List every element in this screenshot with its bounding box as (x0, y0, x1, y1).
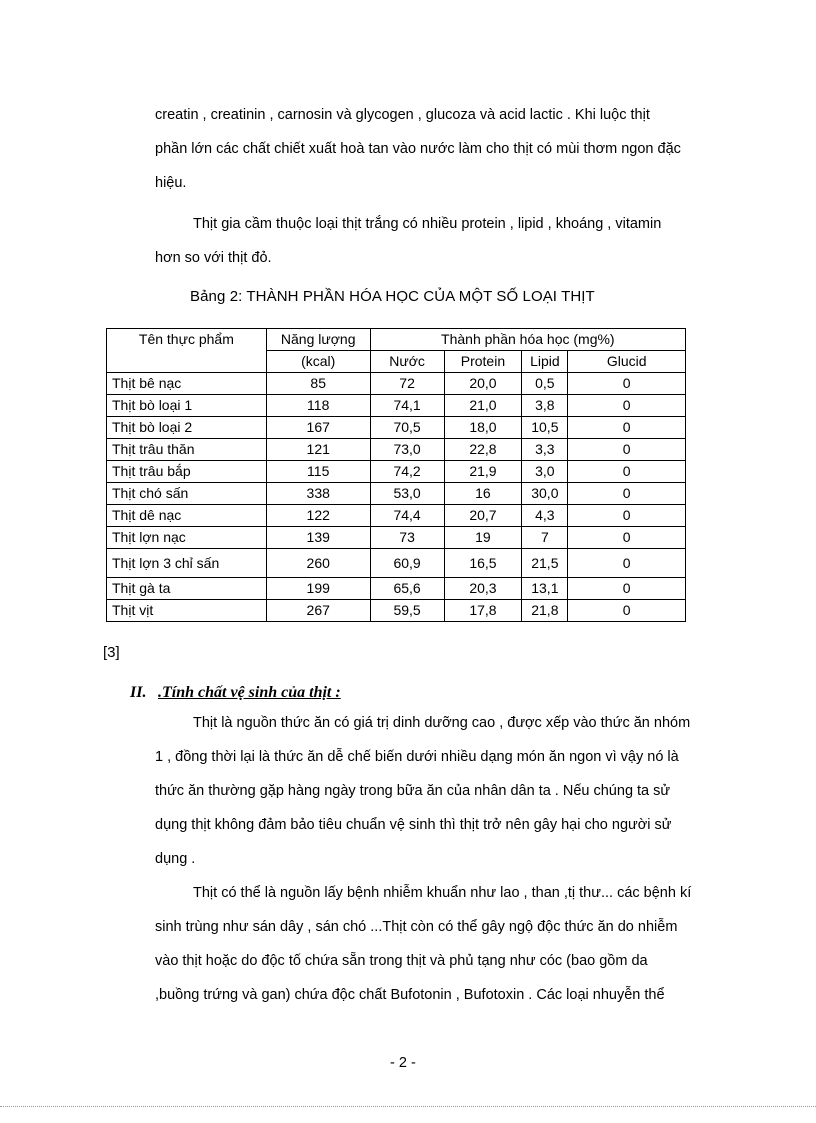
cell-name: Thịt lợn 3 chỉ sấn (107, 549, 267, 578)
page-bottom-border (0, 1106, 816, 1107)
cell-name: Thịt trâu bắp (107, 461, 267, 483)
table-row (107, 505, 686, 527)
text-line: dụng . (155, 851, 196, 867)
cell-glucid: 0 (568, 461, 686, 483)
cell-lipid: 4,3 (522, 505, 568, 527)
cell-protein: 18,0 (444, 417, 522, 439)
cell-water: 74,4 (370, 505, 444, 527)
cell-name: Thịt lợn nạc (107, 527, 267, 549)
table-row (107, 578, 686, 600)
cell-water: 74,1 (370, 395, 444, 417)
cell-protein: 20,0 (444, 373, 522, 395)
cell-protein: 19 (444, 527, 522, 549)
section-title: .Tính chất vệ sinh của thịt : (158, 684, 341, 701)
table-row (107, 439, 686, 461)
cell-lipid: 10,5 (522, 417, 568, 439)
header-energy-unit: (kcal) (266, 351, 370, 373)
text-line: hơn so với thịt đỏ. (155, 250, 272, 266)
cell-water: 74,2 (370, 461, 444, 483)
text-line: Thịt là nguồn thức ăn có giá trị dinh dưỡng cao , được xếp vào thức ăn nhóm (193, 715, 691, 731)
cell-energy: 338 (266, 483, 370, 505)
text-line: sinh trùng như sán dây , sán chó ...Thịt còn có thể gây ngộ độc thức ăn do nhiễm (155, 919, 678, 935)
header-glucid: Glucid (568, 351, 686, 373)
cell-energy: 167 (266, 417, 370, 439)
cell-lipid: 3,0 (522, 461, 568, 483)
cell-name: Thịt bê nạc (107, 373, 267, 395)
cell-protein: 21,9 (444, 461, 522, 483)
cell-water: 73,0 (370, 439, 444, 461)
intro-paragraph (155, 98, 712, 200)
header-food: Tên thực phẩm (107, 329, 267, 373)
text-line: dụng thịt không đảm bảo tiêu chuẩn vệ sinh thì thịt trở nên gây hại cho người sử (155, 817, 672, 833)
cell-energy: 121 (266, 439, 370, 461)
cell-lipid: 3,8 (522, 395, 568, 417)
cell-protein: 16 (444, 483, 522, 505)
cell-glucid: 0 (568, 417, 686, 439)
header-composition: Thành phần hóa học (mg%) (370, 329, 685, 351)
cell-lipid: 7 (522, 527, 568, 549)
cell-glucid: 0 (568, 505, 686, 527)
cell-name: Thịt bò loại 2 (107, 417, 267, 439)
cell-name: Thịt chó sấn (107, 483, 267, 505)
cell-protein: 20,7 (444, 505, 522, 527)
cell-glucid: 0 (568, 578, 686, 600)
table-row (107, 600, 686, 622)
cell-glucid: 0 (568, 395, 686, 417)
table-row (107, 373, 686, 395)
text-line: Thịt gia cầm thuộc loại thịt trắng có nhiều protein , lipid , khoáng , vitamin (193, 216, 662, 232)
cell-protein: 17,8 (444, 600, 522, 622)
composition-table (106, 328, 686, 622)
cell-water: 60,9 (370, 549, 444, 578)
cell-lipid: 0,5 (522, 373, 568, 395)
table-caption: Bảng 2: THÀNH PHẦN HÓA HỌC CỦA MỘT SỐ LOẠI THỊT (190, 288, 595, 305)
table-row (107, 483, 686, 505)
cell-water: 59,5 (370, 600, 444, 622)
section-heading (130, 684, 341, 702)
cell-protein: 21,0 (444, 395, 522, 417)
cell-glucid: 0 (568, 549, 686, 578)
cell-lipid: 30,0 (522, 483, 568, 505)
cell-glucid: 0 (568, 483, 686, 505)
cell-lipid: 21,8 (522, 600, 568, 622)
table-row (107, 527, 686, 549)
cell-lipid: 13,1 (522, 578, 568, 600)
white-meat-paragraph (155, 207, 712, 275)
cell-water: 65,6 (370, 578, 444, 600)
cell-energy: 85 (266, 373, 370, 395)
cell-glucid: 0 (568, 439, 686, 461)
cell-energy: 139 (266, 527, 370, 549)
cell-lipid: 3,3 (522, 439, 568, 461)
header-water: Nước (370, 351, 444, 373)
cell-water: 70,5 (370, 417, 444, 439)
cell-name: Thịt trâu thăn (107, 439, 267, 461)
text-line: vào thịt hoặc do độc tố chứa sẵn trong thịt và phủ tạng như cóc (bao gồm da (155, 953, 648, 969)
cell-glucid: 0 (568, 600, 686, 622)
cell-protein: 16,5 (444, 549, 522, 578)
cell-name: Thịt dê nạc (107, 505, 267, 527)
cell-glucid: 0 (568, 527, 686, 549)
cell-energy: 115 (266, 461, 370, 483)
table-row (107, 395, 686, 417)
cell-energy: 122 (266, 505, 370, 527)
table-row (107, 417, 686, 439)
text-line: ,buồng trứng và gan) chứa độc chất Bufotonin , Bufotoxin . Các loại nhuyễn thể (155, 987, 665, 1003)
cell-name: Thịt bò loại 1 (107, 395, 267, 417)
cell-water: 53,0 (370, 483, 444, 505)
cell-lipid: 21,5 (522, 549, 568, 578)
cell-water: 73 (370, 527, 444, 549)
cell-energy: 199 (266, 578, 370, 600)
text-line: creatin , creatinin , carnosin và glycogen , glucoza và acid lactic . Khi luộc thịt (155, 107, 650, 123)
section-number: II. (130, 684, 147, 701)
cell-protein: 22,8 (444, 439, 522, 461)
table-row (107, 461, 686, 483)
cell-glucid: 0 (568, 373, 686, 395)
cell-name: Thịt gà ta (107, 578, 267, 600)
header-protein: Protein (444, 351, 522, 373)
cell-energy: 260 (266, 549, 370, 578)
cell-energy: 267 (266, 600, 370, 622)
page-number: - 2 - (390, 1055, 416, 1071)
disease-paragraph (155, 876, 712, 1012)
table-row (107, 549, 686, 578)
header-energy: Năng lượng (266, 329, 370, 351)
cell-water: 72 (370, 373, 444, 395)
header-lipid: Lipid (522, 351, 568, 373)
text-line: thức ăn thường gặp hàng ngày trong bữa ăn của nhân dân ta . Nếu chúng ta sử (155, 783, 671, 799)
text-line: Thịt có thể là nguồn lấy bệnh nhiễm khuẩn như lao , than ,tị thư... các bệnh kí (193, 885, 692, 901)
text-line: phần lớn các chất chiết xuất hoà tan vào nước làm cho thịt có mùi thơm ngon đặc (155, 141, 681, 157)
hygiene-paragraph (155, 706, 712, 876)
cell-name: Thịt vịt (107, 600, 267, 622)
cell-protein: 20,3 (444, 578, 522, 600)
text-line: hiệu. (155, 175, 187, 191)
reference-marker: [3] (103, 644, 120, 661)
cell-energy: 118 (266, 395, 370, 417)
text-line: 1 , đồng thời lại là thức ăn dễ chế biến dưới nhiều dạng món ăn ngon vì vậy nó là (155, 749, 679, 765)
